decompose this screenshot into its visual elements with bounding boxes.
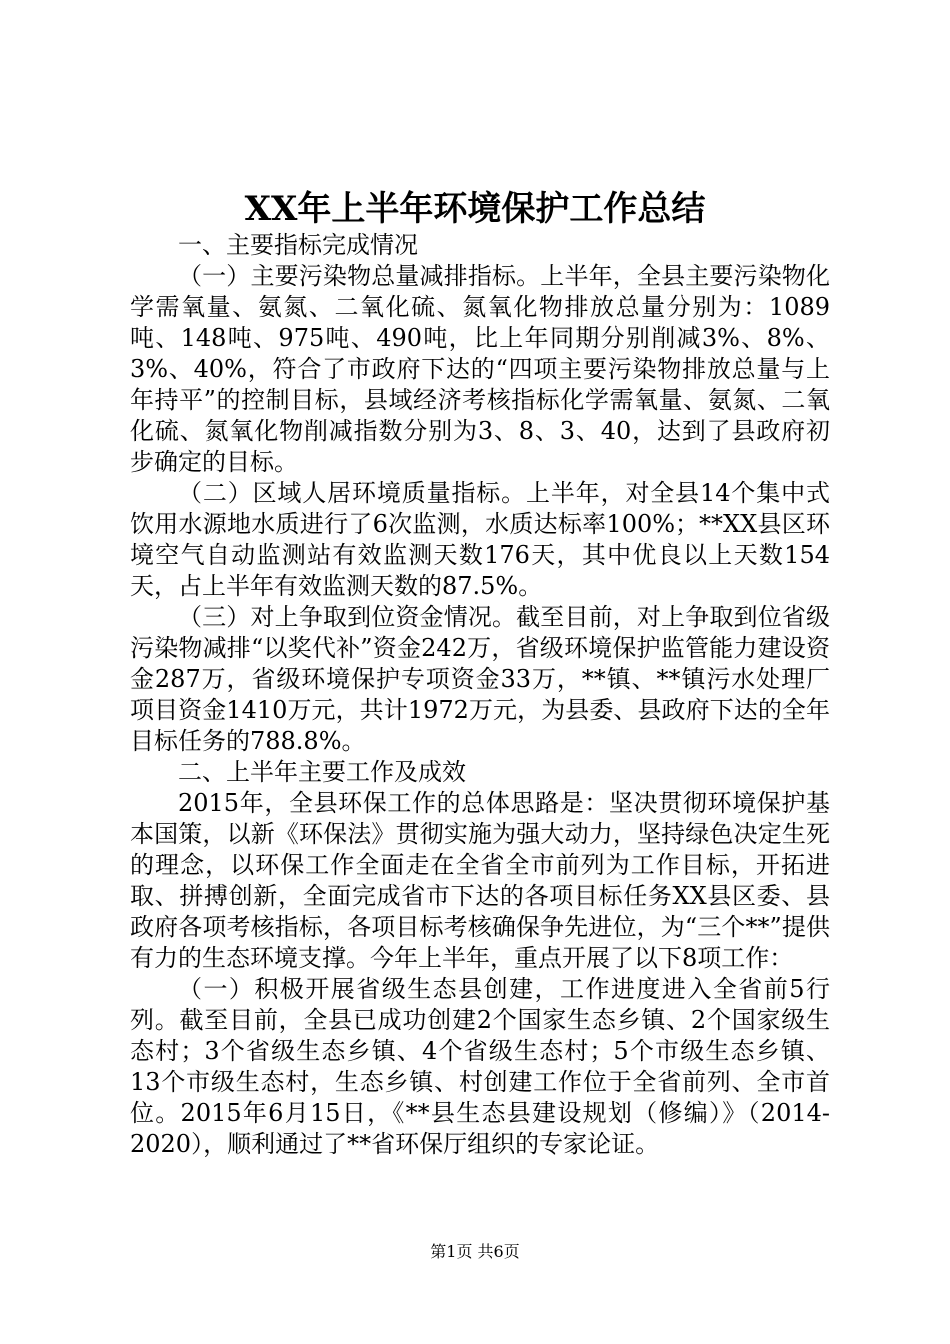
page-number: 第1页 共6页: [430, 1242, 520, 1261]
paragraph-eco-county: （一）积极开展省级生态县创建，工作进度进入全省前5行列。截至目前，全县已成功创建2个国家生态乡镇、2个国家级生态村；3个省级生态乡镇、4个省级生态村；5个市级生态乡镇、13个市级生态村，生态乡镇、村创建工作位于全省前列、全市首位。2015年6月15日，《**县生态县建设规划（修编）》（2014-2020），顺利通过了**省环保厅组织的专家论证。: [130, 975, 830, 1158]
paragraph-pollutant-reduction: （一）主要污染物总量减排指标。上半年，全县主要污染物化学需氧量、氨氮、二氧化硫、氮氧化物排放总量分别为：1089吨、148吨、975吨、490吨，比上年同期分别削减3%、8%、3%、40%，符合了市政府下达的“四项主要污染物排放总量与上年持平”的控制目标，县域经济考核指标化学需氧量、氨氮、二氧化硫、氮氧化物削减指数分别为3、8、3、40，达到了县政府初步确定的目标。: [130, 262, 830, 476]
document-body: [130, 230, 830, 1160]
paragraph-overall-approach: 2015年，全县环保工作的总体思路是：坚决贯彻环境保护基本国策，以新《环保法》贯彻实施为强大动力，坚持绿色决定生死的理念，以环保工作全面走在全省全市前列为工作目标，开拓进取、拼搏创新，全面完成省市下达的各项目标任务XX县区委、县政府各项考核指标，各项目标考核确保争先进位，为“三个**”提供有力的生态环境支撑。今年上半年，重点开展了以下8项工作：: [130, 789, 830, 972]
section-heading-2: 二、上半年主要工作及成效: [178, 758, 466, 786]
section-heading-1: 一、主要指标完成情况: [178, 231, 418, 259]
paragraph-funding: （三）对上争取到位资金情况。截至目前，对上争取到位省级污染物减排“以奖代补”资金242万，省级环境保护监管能力建设资金287万，省级环境保护专项资金33万，**镇、**镇污水处理厂项目资金1410万元，共计1972万元，为县委、县政府下达的全年目标任务的788.8%。: [130, 603, 830, 755]
document-title: XX年上半年环境保护工作总结: [244, 189, 706, 229]
paragraph-environment-quality: （二）区域人居环境质量指标。上半年，对全县14个集中式饮用水源地水质进行了6次监测，水质达标率100%；**XX县区环境空气自动监测站有效监测天数176天，其中优良以上天数154天，占上半年有效监测天数的87.5%。: [130, 479, 830, 600]
